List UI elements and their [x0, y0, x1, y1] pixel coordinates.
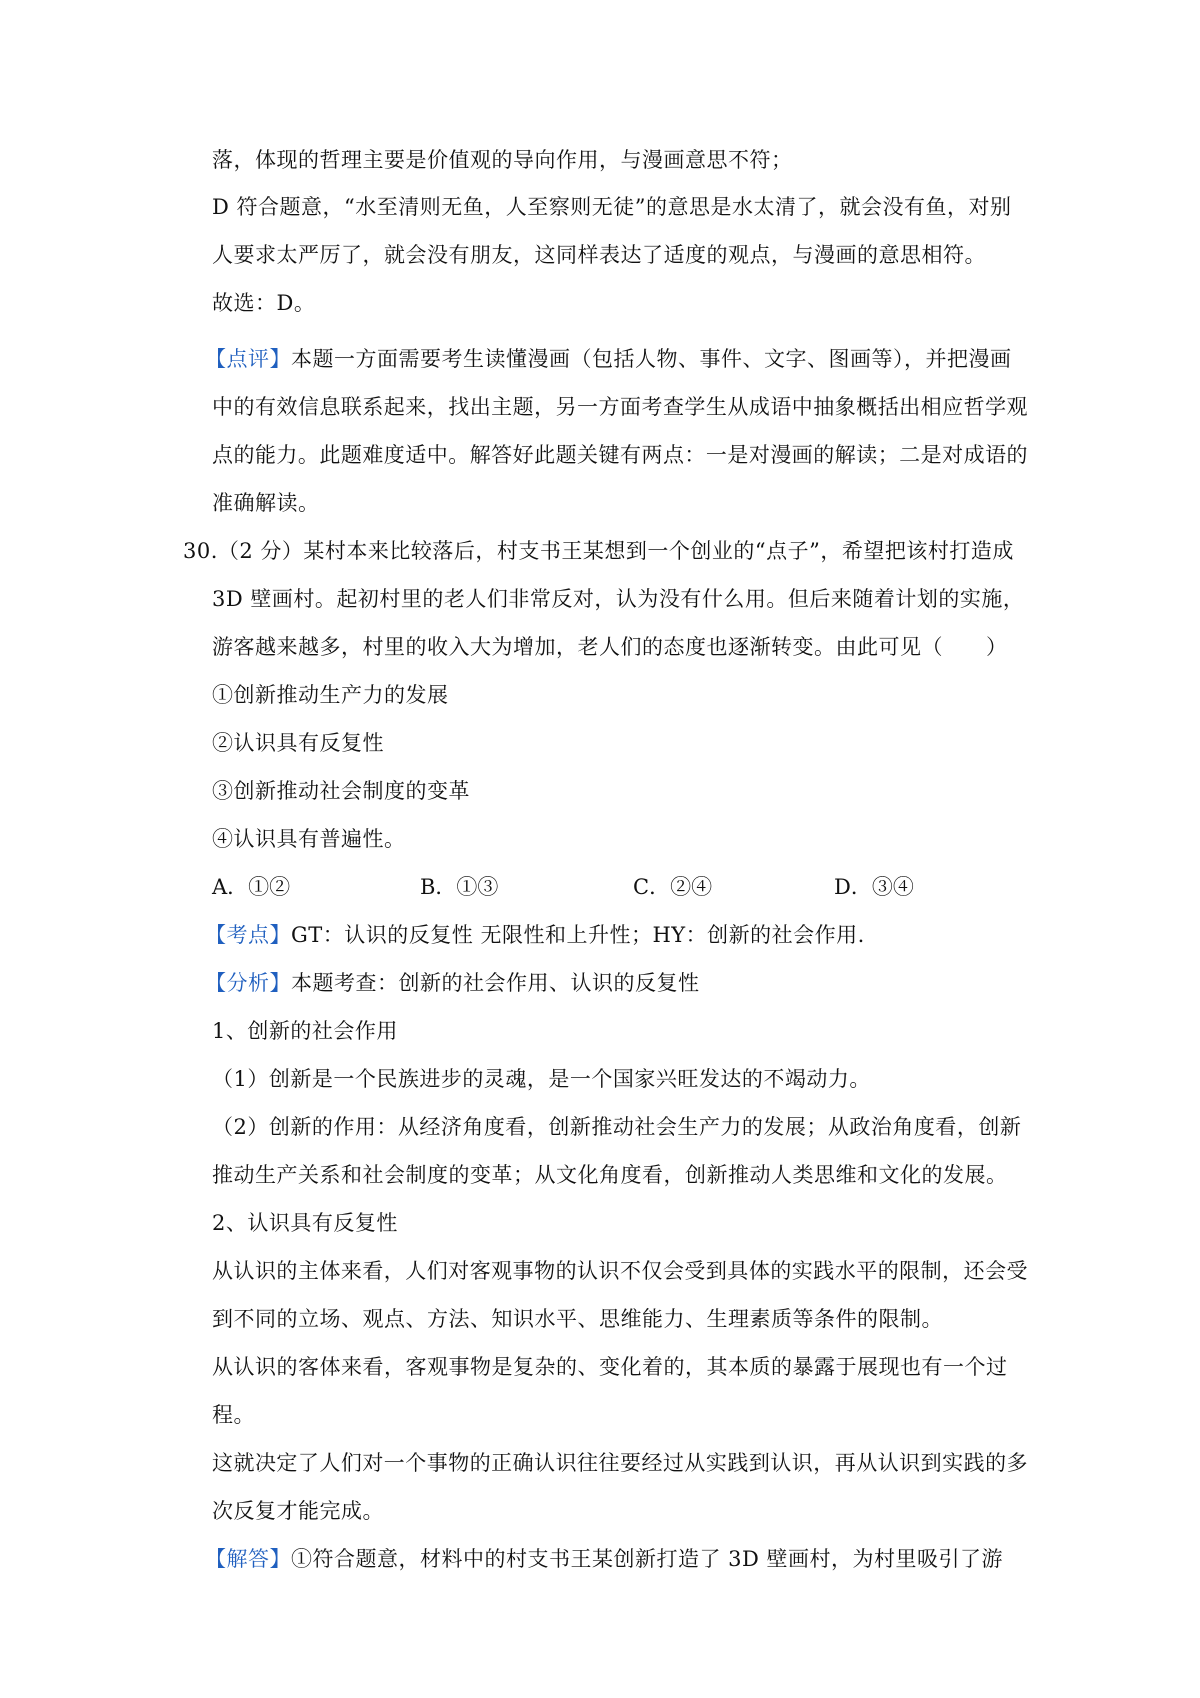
option-b: B．①③: [420, 875, 499, 899]
kaodian-line: [205, 920, 865, 950]
prev-explanation-line-4: 故选：D。: [212, 291, 316, 315]
prev-explanation-line-1: 落，体现的哲理主要是价值观的导向作用，与漫画意思不符；: [212, 148, 793, 172]
option-c: C．②④: [633, 875, 713, 899]
fenxi-tag: 【分析】: [205, 971, 291, 995]
analysis-line-4: 推动生产关系和社会制度的变革；从文化角度看，创新推动人类思维和文化的发展。: [212, 1163, 1008, 1187]
analysis-line-3: （2）创新的作用：从经济角度看，创新推动社会生产力的发展；从政治角度看，创新: [212, 1115, 1022, 1139]
analysis-line-10: 这就决定了人们对一个事物的正确认识往往要经过从实践到认识，再从认识到实践的多: [212, 1451, 1029, 1475]
analysis-line-2: （1）创新是一个民族进步的灵魂，是一个国家兴旺发达的不竭动力。: [212, 1067, 871, 1091]
jieda-tag: 【解答】: [205, 1547, 291, 1571]
analysis-line-1: 1、创新的社会作用: [212, 1019, 398, 1043]
statement-1: ①创新推动生产力的发展: [212, 683, 449, 707]
kaodian-tag: 【考点】: [205, 923, 291, 947]
statement-2: ②认识具有反复性: [212, 731, 384, 755]
analysis-line-8: 从认识的客体来看，客观事物是复杂的、变化着的，其本质的暴露于展现也有一个过: [212, 1355, 1008, 1379]
statement-4: ④认识具有普遍性。: [212, 827, 406, 851]
jieda-line: [205, 1544, 1003, 1574]
analysis-line-9: 程。: [212, 1403, 255, 1427]
prev-explanation-line-3: 人要求太严厉了，就会没有朋友，这同样表达了适度的观点，与漫画的意思相符。: [212, 243, 986, 267]
fenxi-line: [205, 968, 700, 998]
analysis-line-5: 2、认识具有反复性: [212, 1211, 398, 1235]
option-d: D．③④: [834, 875, 914, 899]
review-text-1: 本题一方面需要考生读懂漫画（包括人物、事件、文字、图画等），并把漫画: [291, 347, 1012, 371]
review-line-3: 点的能力。此题难度适中。解答好此题关键有两点：一是对漫画的解读；二是对成语的: [212, 443, 1029, 467]
review-tag: 【点评】: [205, 347, 291, 371]
analysis-line-11: 次反复才能完成。: [212, 1499, 384, 1523]
analysis-line-7: 到不同的立场、观点、方法、知识水平、思维能力、生理素质等条件的限制。: [212, 1307, 943, 1331]
review-line-4: 准确解读。: [212, 491, 320, 515]
jieda-text: ①符合题意，材料中的村支书王某创新打造了 3D 壁画村，为村里吸引了游: [291, 1547, 1004, 1571]
analysis-line-6: 从认识的主体来看，人们对客观事物的认识不仅会受到具体的实践水平的限制，还会受: [212, 1259, 1029, 1283]
question-line-2: 3D 壁画村。起初村里的老人们非常反对，认为没有什么用。但后来随着计划的实施，: [212, 587, 1025, 611]
fenxi-text: 本题考查：创新的社会作用、认识的反复性: [291, 971, 700, 995]
prev-explanation-line-2: D 符合题意，“水至清则无鱼，人至察则无徒”的意思是水太清了，就会没有鱼，对别: [212, 195, 1012, 219]
option-a: A．①②: [212, 875, 291, 899]
review-line-1: [205, 344, 1012, 374]
statement-3: ③创新推动社会制度的变革: [212, 779, 470, 803]
question-line-1: 30.（2 分）某村本来比较落后，村支书王某想到一个创业的“点子”，希望把该村打造成: [183, 539, 1014, 563]
review-line-2: 中的有效信息联系起来，找出主题，另一方面考查学生从成语中抽象概括出相应哲学观: [212, 395, 1029, 419]
kaodian-text: GT：认识的反复性 无限性和上升性；HY：创新的社会作用.: [291, 923, 865, 947]
question-line-3: 游客越来越多，村里的收入大为增加，老人们的态度也逐渐转变。由此可见（ ）: [212, 635, 1008, 659]
